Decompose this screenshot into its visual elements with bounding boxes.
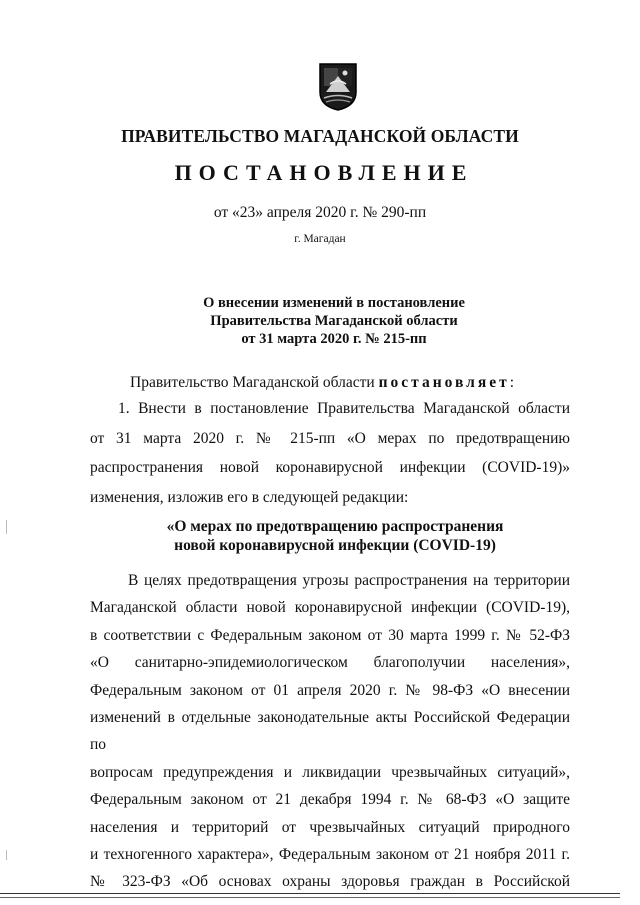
paragraph-line: № 323-ФЗ «Об основах охраны здоровья граждан в Российской xyxy=(90,873,570,891)
paragraph-line: в соответствии с Федеральным законом от 30 марта 1999 г. № 52-ФЗ xyxy=(90,626,570,644)
paragraph-line: от 31 марта 2020 г. № 215-пп «О мерах по предотвращению xyxy=(90,429,570,447)
paragraph-2 xyxy=(90,567,570,896)
subtitle-line: «О мерах по предотвращению распространения xyxy=(166,518,504,535)
intro-suffix: : xyxy=(509,374,515,391)
title-line: О внесении изменений в постановление xyxy=(203,295,465,311)
paragraph-line: Федеральным законом от 01 апреля 2020 г. № 98-ФЗ «О внесении xyxy=(90,681,570,699)
intro-prefix: Правительство Магаданской области xyxy=(130,374,379,391)
paragraph-line: населения и территорий от чрезвычайных ситуаций природного xyxy=(90,818,570,836)
scan-bottom-edge xyxy=(0,893,620,894)
document-date-number: от «23» апреля 2020 г. № 290-пп xyxy=(213,204,427,221)
paragraph-line: распространения новой коронавирусной инфекции (COVID-19)» xyxy=(90,459,570,476)
paragraph-line: Федеральным законом от 21 декабря 1994 г. № 68-ФЗ «О защите xyxy=(90,791,570,809)
paragraph-line: В целях предотвращения угрозы распространения на территории xyxy=(128,572,570,589)
intro-verb: постановляет xyxy=(378,374,510,391)
paragraph-line: и техногенного характера», Федеральным законом от 21 ноября 2011 г. xyxy=(90,846,570,864)
paragraph-line: изменения, изложив его в следующей редакции: xyxy=(90,488,409,506)
organization-name: ПРАВИТЕЛЬСТВО МАГАДАНСКОЙ ОБЛАСТИ xyxy=(121,126,519,146)
scan-margin-mark xyxy=(6,850,7,860)
section-subtitle xyxy=(0,517,640,555)
document-city: г. Магадан xyxy=(294,233,346,245)
paragraph-line: изменений в отдельные законодательные акты Российской Федерации по xyxy=(90,709,570,754)
magadan-region-coat-of-arms-icon xyxy=(318,62,358,112)
paragraph-line: 1. Внести в постановление Правительства Магаданской области xyxy=(118,400,570,417)
scan-margin-mark xyxy=(6,520,7,534)
title-line: Правительства Магаданской области xyxy=(210,313,458,329)
paragraph-line: «О санитарно-эпидемиологическом благополучии населения», xyxy=(90,654,570,672)
paragraph-line: Магаданской области новой коронавирусной инфекции (COVID-19), xyxy=(90,599,570,617)
document-type: ПОСТАНОВЛЕНИЕ xyxy=(174,160,474,185)
document-title xyxy=(0,294,640,348)
scan-bottom-edge xyxy=(0,897,620,898)
paragraph-line: вопросам предупреждения и ликвидации чрезвычайных ситуаций», xyxy=(90,763,570,781)
paragraph-1 xyxy=(90,394,570,512)
subtitle-line: новой коронавирусной инфекции (COVID-19) xyxy=(174,537,496,554)
title-line: от 31 марта 2020 г. № 215-пп xyxy=(241,331,427,347)
